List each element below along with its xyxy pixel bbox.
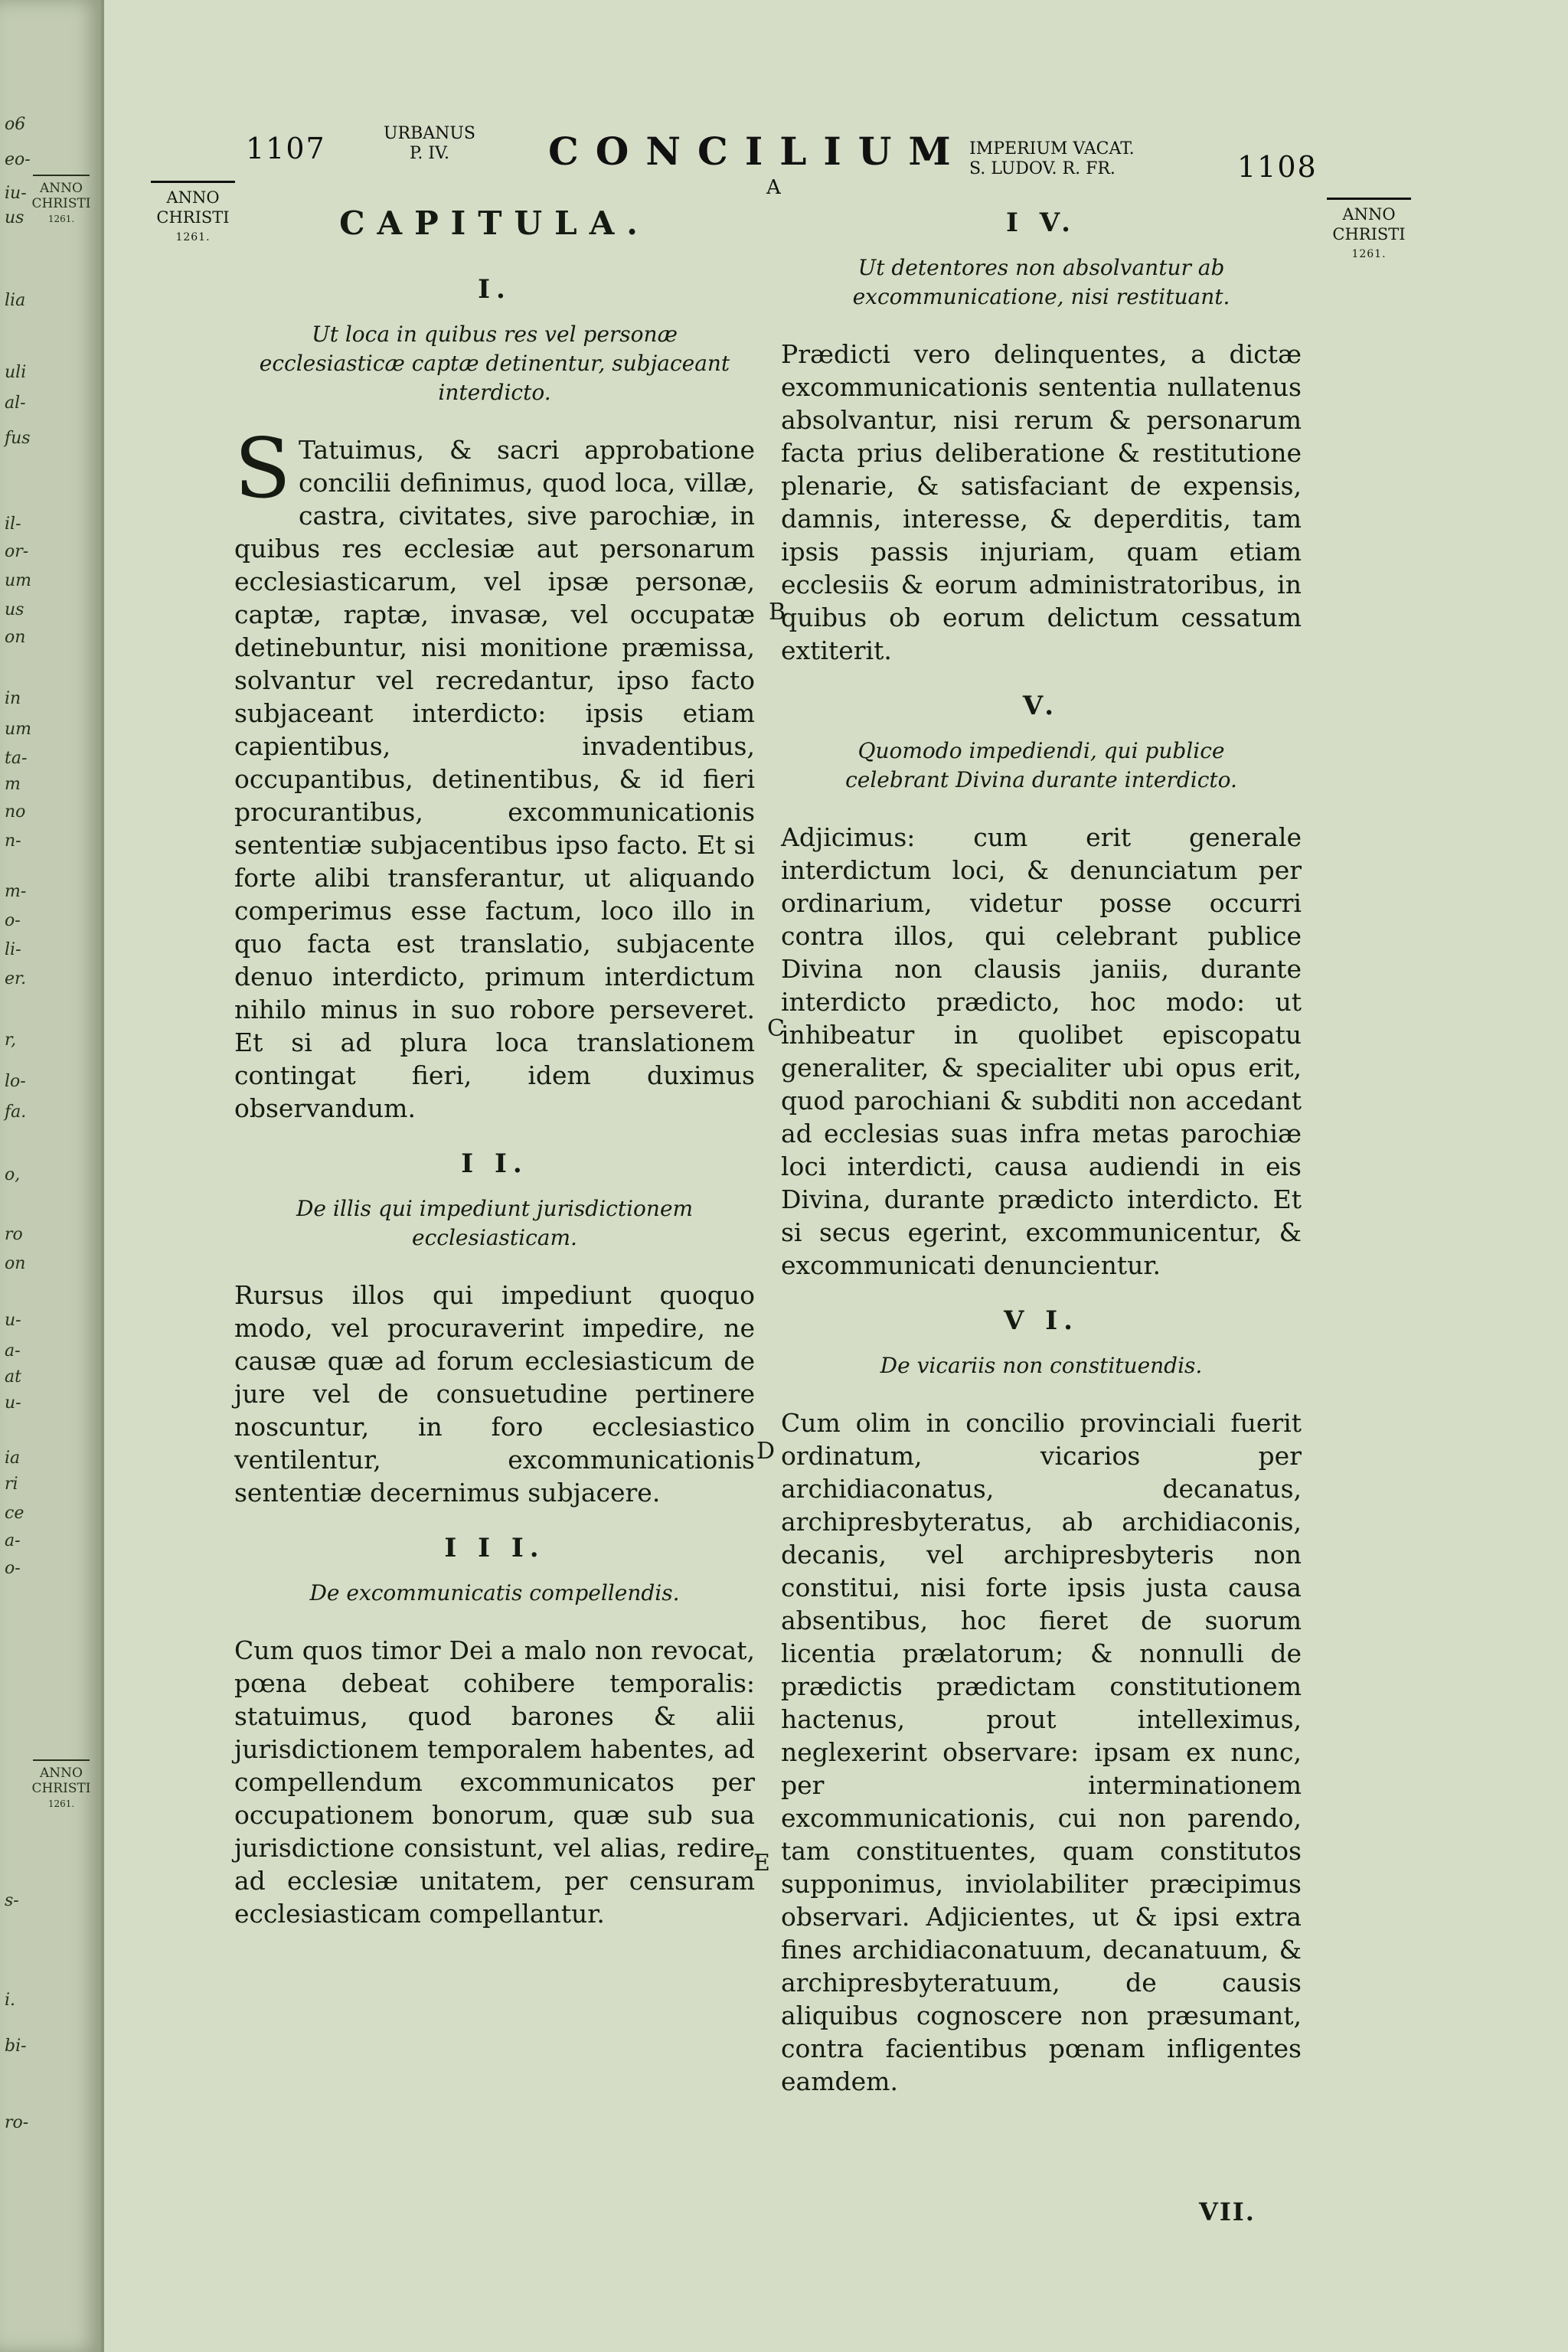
- previous-page-fragment: in: [5, 689, 21, 708]
- previous-page-fragment: um: [5, 720, 32, 739]
- previous-page-fragment: uli: [5, 363, 27, 382]
- previous-page-fragment: o6: [5, 115, 26, 134]
- christi-label: CHRISTI: [156, 208, 230, 227]
- chapter-body: Prædicti vero delinquentes, a dictæ excommunicationis sententia nullatenus absolvantur, nisi rerum & personarum facta prius deliberatione & restitutione plenarie, & satisfaciant de expensis, damnis, interesse, & deperditis, tam ipsis passis injuriam, quam etiam ecclesiis & eorum administratoribus, in quibus ob eorum delictum cessatum extiterit.: [781, 339, 1302, 665]
- previous-page-fragment: eo-: [5, 150, 31, 169]
- previous-anno-christi-top: [31, 175, 92, 227]
- anno-label: ANNO: [40, 1766, 83, 1781]
- page-number-left: 1107: [246, 132, 326, 165]
- chapter-text: [234, 421, 755, 1125]
- running-title: CONCILIUM: [548, 129, 968, 174]
- anno-christi-left: [147, 181, 239, 247]
- section-marker-c: C: [767, 1015, 785, 1042]
- previous-page-fragment: a-: [5, 1341, 21, 1361]
- previous-page-fragment: fa.: [5, 1102, 27, 1122]
- previous-page-fragment: al-: [5, 394, 26, 413]
- previous-page-fragment: at: [5, 1367, 21, 1387]
- christi-label: CHRISTI: [31, 196, 91, 211]
- catchword: VII.: [1199, 2197, 1256, 2226]
- chapter-2: [234, 1148, 755, 1509]
- anno-christi-right: [1323, 198, 1415, 264]
- previous-page-fragment: a-: [5, 1531, 21, 1550]
- chapter-6: [781, 1305, 1302, 2098]
- chapter-body: Adjicimus: cum erit generale interdictum loci, & denunciatum per ordinarium, videtur posse occurri contra illos, qui celebrant publice Divina non clausis janiis, durante interdicto prædicto, hoc modo: ut inhibeatur in quolibet episcopatu generaliter, & specialiter ubi opus erit, quod parochiani & subditi non accedant ad ecclesias suas infra metas parochiæ loci interdicti, causa audiendi in eis Divina, durante prædicto interdicto. Et si secus egerint, excommunicentur, & excommunicati denuncientur.: [781, 822, 1302, 1280]
- chapter-number: V I.: [1004, 1305, 1079, 1336]
- previous-page-fragment: o,: [5, 1165, 21, 1184]
- previous-page-fragment: um: [5, 571, 32, 590]
- page: [104, 0, 1568, 2352]
- previous-page-fragment: on: [5, 628, 26, 647]
- previous-page-edge: [0, 0, 104, 2352]
- chapter-5: [781, 690, 1302, 1282]
- chapter-title: De vicariis non constituendis.: [880, 1353, 1203, 1378]
- running-head-left: [372, 124, 487, 164]
- chapter-title: Ut detentores non absolvantur ab excommunicatione, nisi restituant.: [852, 255, 1230, 309]
- previous-page-fragment: er.: [5, 969, 27, 988]
- previous-page-fragment: or-: [5, 542, 29, 561]
- chapter-number: I I.: [461, 1148, 528, 1179]
- previous-page-fragment: us: [5, 208, 24, 227]
- anno-label: ANNO: [166, 188, 220, 207]
- anno-year: 1261.: [47, 1798, 75, 1809]
- previous-page-fragment: r,: [5, 1031, 17, 1050]
- chapter-number: V.: [1022, 691, 1060, 721]
- section-marker-a: A: [766, 176, 781, 199]
- previous-page-fragment: ro: [5, 1225, 23, 1244]
- previous-page-fragment: bi-: [5, 2037, 27, 2056]
- running-head-right: [969, 139, 1230, 179]
- christi-label: CHRISTI: [1332, 225, 1406, 243]
- chapter-body: Cum quos timor Dei a malo non revocat, pœna debeat cohibere temporalis: statuimus, quod barones & alii jurisdictionem temporalem habentes, ad compellendum excommunicatos per occupationem bonorum, quæ sub sua jurisdictione consistunt, vel alias, redire ad ecclesiæ unitatem, per censuram ecclesiasticam compellantur.: [234, 1635, 755, 1929]
- left-column: [234, 204, 755, 1953]
- previous-page-fragment: us: [5, 600, 24, 619]
- chapter-number: I I I.: [444, 1533, 545, 1563]
- chapter-3: [234, 1532, 755, 1930]
- previous-page-fragment: li-: [5, 940, 21, 959]
- previous-page-fragment: ro-: [5, 2113, 29, 2132]
- chapter-title: Ut loca in quibus res vel personæ ecclesiasticæ captæ detinentur, subjaceant interdicto.: [259, 322, 730, 405]
- christi-label: CHRISTI: [31, 1781, 91, 1796]
- anno-rule: [151, 181, 235, 183]
- previous-page-fragment: o-: [5, 911, 21, 930]
- anno-rule: [33, 175, 90, 176]
- chapter-title: De excommunicatis compellendis.: [309, 1580, 680, 1606]
- chapter-4: [781, 207, 1302, 667]
- previous-page-fragment: ce: [5, 1504, 24, 1523]
- chapter-title: De illis qui impediunt jurisdictionem ecclesiasticam.: [296, 1196, 694, 1250]
- previous-page-fragment: m: [5, 775, 21, 794]
- previous-page-fragment: u-: [5, 1311, 21, 1330]
- section-marker-d: D: [756, 1438, 776, 1465]
- running-head-pope-number: P. IV.: [409, 144, 450, 163]
- previous-anno-christi-bottom: [31, 1759, 92, 1811]
- previous-page-fragment: no: [5, 802, 26, 822]
- right-column: [781, 207, 1302, 2121]
- anno-year: 1261.: [47, 214, 75, 224]
- previous-page-fragment: o-: [5, 1559, 21, 1578]
- chapter-body: Cum olim in concilio provinciali fuerit ordinatum, vicarios per archidiaconatus, decanatus, archipresbyteratus, ab archidiaconis, decanis, vel archipresbyteris non constitui, nisi forte ipsis justa causa absentibus, hoc fieret de suorum licentia prælatorum; & nonnulli de prædictis prædictam constitutionem hactenus, prout intelleximus, neglexerint observare: ipsam ex nunc, per interminationem excommunicationis, cui non parendo, tam constituentes, quam constitutos supponimus, inviolabiliter præcipimus observari. Adjicientes, ut & ipsi extra fines archidiaconatuum, decanatuum, & archipresbyteratuum, de causis aliquibus cognoscere non præsumant, contra facientibus pœnam infligentes eamdem.: [781, 1408, 1302, 2096]
- running-head-imperium: IMPERIUM VACAT.: [969, 139, 1135, 158]
- page-number-right: 1108: [1237, 150, 1318, 184]
- anno-year: 1261.: [1351, 248, 1387, 260]
- running-head-pope: URBANUS: [383, 124, 476, 143]
- previous-page-fragment: iu-: [5, 184, 27, 203]
- anno-label: ANNO: [1342, 205, 1396, 224]
- previous-page-fragment: ri: [5, 1475, 18, 1494]
- anno-rule: [1327, 198, 1411, 200]
- chapter-body: Rursus illos qui impediunt quoquo modo, vel procuraverint impedire, ne causæ quæ ad forum ecclesiasticum de jure vel de consuetudine pertinere noscuntur, in foro ecclesiastico ventilentur, excommunicationis sententiæ decernimus subjacere.: [234, 1280, 755, 1508]
- previous-page-fragment: il-: [5, 514, 21, 534]
- chapter-number: I V.: [1005, 207, 1076, 238]
- chapter-number: I.: [478, 274, 511, 305]
- previous-page-fragment: m-: [5, 882, 27, 901]
- previous-page-fragment: u-: [5, 1393, 21, 1413]
- capitula-heading: CAPITULA.: [339, 204, 650, 242]
- previous-page-fragment: ia: [5, 1449, 21, 1468]
- anno-year: 1261.: [175, 231, 211, 243]
- previous-page-fragment: n-: [5, 831, 21, 851]
- previous-page-fragment: lo-: [5, 1072, 26, 1091]
- chapter-body: Tatuimus, & sacri approbatione concilii definimus, quod loca, villæ, castra, civitates, sive parochiæ, in quibus res ecclesiæ aut personarum ecclesiasticarum, vel ipsæ personæ, captæ, raptæ, invasæ, vel occupatæ detinebuntur, nisi monitione præmissa, solvantur vel recredantur, ipso facto subjaceant interdicto: ipsis etiam capientibus, invadentibus, occupantibus, detinentibus, & id fieri procurantibus, excommunicationis sententiæ subjacentibus ipso facto. Et si forte alibi transferantur, ut aliquando comperimus esse factum, loco illo in quo facta est translatio, subjacente denuo interdicto, primum interdictum nihilo minus in suo robore perseveret. Et si ad plura loca translationem contingat fieri, idem duximus observandum.: [234, 435, 755, 1123]
- previous-page-fragment: ta-: [5, 749, 28, 768]
- previous-page-fragment: on: [5, 1254, 26, 1273]
- anno-label: ANNO: [40, 181, 83, 196]
- drop-capital: S: [234, 421, 291, 517]
- previous-page-fragment: s-: [5, 1891, 19, 1910]
- chapter-1: [234, 273, 755, 1125]
- section-marker-e: E: [753, 1850, 770, 1877]
- previous-page-fragment: lia: [5, 291, 26, 310]
- chapter-title: Quomodo impediendi, qui publice celebrant Divina durante interdicto.: [845, 738, 1237, 792]
- running-head-king: S. LUDOV. R. FR.: [969, 159, 1116, 178]
- section-marker-b: B: [769, 599, 786, 626]
- previous-page-fragment: i.: [5, 1991, 16, 2010]
- anno-rule: [33, 1759, 90, 1761]
- previous-page-fragment: fus: [5, 429, 31, 448]
